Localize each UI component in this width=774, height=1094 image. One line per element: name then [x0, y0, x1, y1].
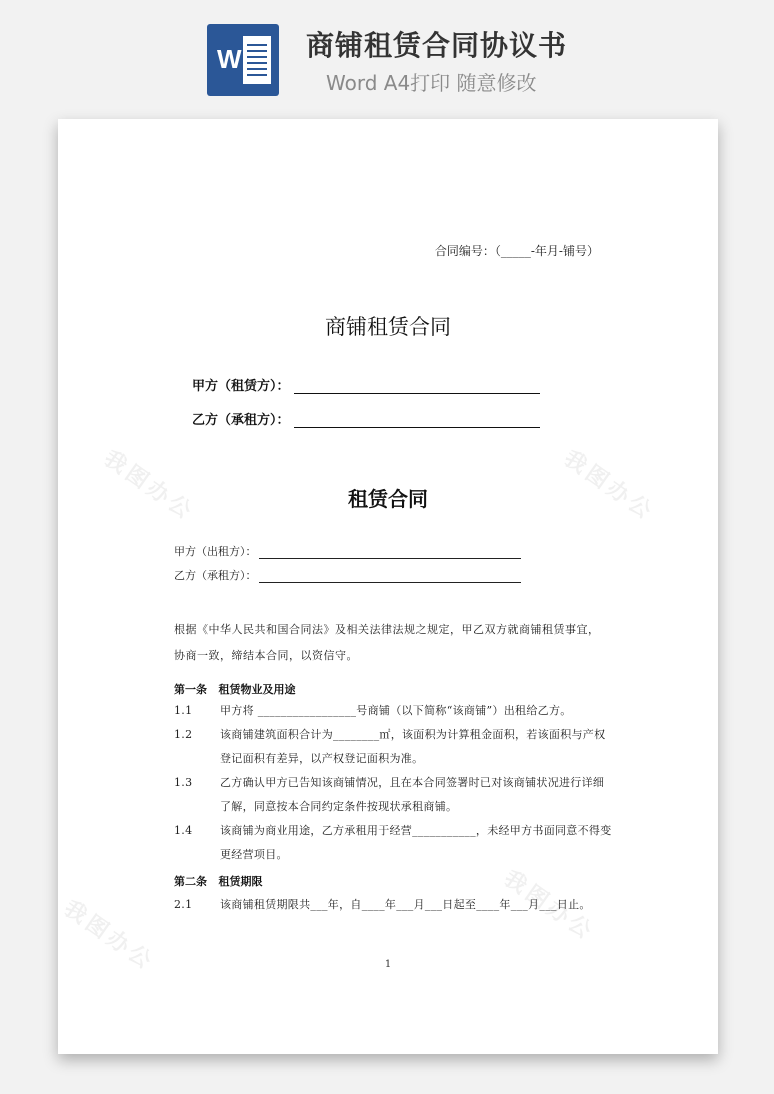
watermark: 我图办公	[59, 896, 159, 977]
party-a-row	[192, 375, 540, 394]
clause-text: 甲方将 _________________号商铺（以下简称“该商铺”）出租给乙方。	[220, 704, 572, 717]
clause-number: 1.2	[174, 728, 193, 741]
banner-title: 商铺租赁合同协议书	[306, 29, 568, 62]
clause-text: 该商铺建筑面积合计为________㎡，该面积为计算租金面积，若该面积与产权登记面积有差异，以产权登记面积为准。	[220, 728, 606, 765]
party-b-label: 乙方（承租方）：	[192, 413, 290, 428]
clause	[174, 699, 614, 723]
clause-number: 2.1	[174, 898, 193, 911]
page-number: 1	[384, 959, 392, 970]
watermark: 我图办公	[499, 866, 599, 947]
intro-paragraph: 根据《中华人民共和国合同法》及相关法律法规之规定，甲乙双方就商铺租赁事宜，协商一致，缔结本合同，以资信守。	[174, 623, 600, 662]
banner-subtitle: Word A4打印 随意修改	[326, 71, 537, 95]
document-subtitle: 租赁合同	[348, 487, 428, 511]
lessee-row	[174, 567, 521, 583]
lessor-row	[174, 543, 521, 559]
clause-text: 该商铺租赁期限共___年，自____年___月___日起至____年___月___日止。	[220, 898, 591, 911]
clause	[174, 771, 614, 819]
clause-number: 1.1	[174, 704, 193, 717]
party-b-blank[interactable]	[294, 413, 540, 428]
section2-heading: 第二条 租赁期限	[174, 875, 263, 888]
contract-number: 合同编号：（_____-年月-铺号）	[434, 244, 599, 258]
clause	[174, 819, 614, 867]
clause-number: 1.3	[174, 776, 193, 789]
clause-text: 该商铺为商业用途，乙方承租用于经营___________，未经甲方书面同意不得变更经营项目。	[220, 824, 612, 861]
lessor-blank[interactable]	[259, 546, 521, 559]
watermark: 我图办公	[559, 446, 659, 527]
party-a-label: 甲方（租赁方）：	[192, 379, 290, 394]
party-b-row	[192, 409, 540, 428]
clause	[174, 723, 614, 771]
lessee-label: 乙方（承租方）：	[174, 569, 257, 582]
party-a-blank[interactable]	[294, 379, 540, 394]
document-title: 商铺租赁合同	[325, 315, 451, 339]
banner	[0, 0, 774, 118]
lessee-blank[interactable]	[259, 570, 521, 583]
section1-heading: 第一条 租赁物业及用途	[174, 683, 296, 696]
word-letter: W	[217, 44, 242, 74]
clause-number: 1.4	[174, 824, 193, 837]
document-page	[58, 119, 718, 1054]
clause-text: 乙方确认甲方已告知该商铺情况，且在本合同签署时已对该商铺状况进行详细了解，同意按本合同约定条件按现状承租商铺。	[220, 776, 605, 813]
clause	[174, 893, 614, 917]
document-icon	[243, 36, 271, 84]
lessor-label: 甲方（出租方）：	[174, 545, 257, 558]
watermark: 我图办公	[99, 446, 199, 527]
word-icon	[207, 24, 279, 96]
